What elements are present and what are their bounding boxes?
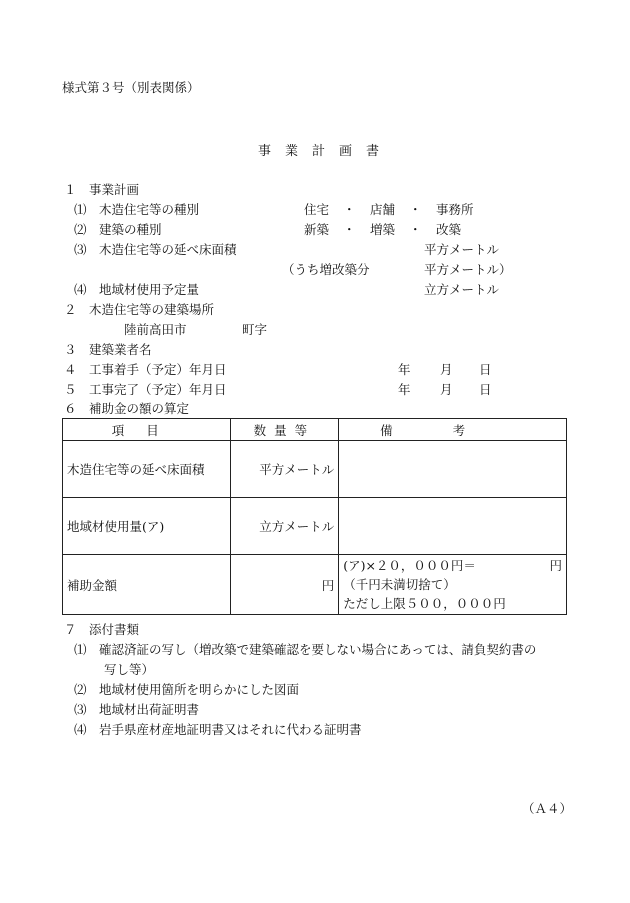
timber-volume-label: 地域材使用量(ア)	[63, 498, 231, 555]
option-extension: 増築	[370, 222, 396, 237]
timber-volume-quantity: 立方メートル	[230, 498, 339, 555]
extension-area-label: （うち増改築分	[282, 262, 370, 277]
location-town: 町字	[242, 322, 268, 337]
floor-area-label: 木造住宅等の延べ床面積	[63, 441, 231, 498]
section-7-heading: ７ 添付書類	[64, 622, 140, 637]
upper-limit-note: ただし上限５００，０００円	[343, 596, 506, 611]
item-1-2-label: ⑵ 建築の種別	[74, 222, 162, 237]
option-store: 店舗	[370, 202, 396, 217]
header-remarks: 備考	[339, 419, 567, 441]
separator: ・	[343, 222, 356, 237]
form-number: 様式第３号（別表関係）	[62, 80, 200, 95]
subsidy-amount-remarks	[339, 555, 567, 615]
separator: ・	[343, 202, 356, 217]
start-month: 月	[440, 362, 453, 377]
section-6-heading: ６ 補助金の額の算定	[64, 401, 190, 416]
subsidy-formula: (ア)×２０，０００円＝	[343, 558, 476, 573]
table-row	[63, 498, 567, 555]
start-year: 年	[398, 362, 411, 377]
location-city: 陸前高田市	[124, 322, 187, 337]
subsidy-amount-label: 補助金額	[63, 555, 231, 615]
header-item: 項目	[63, 419, 231, 441]
table-header-row	[63, 419, 567, 441]
timber-volume-unit: 立方メートル	[424, 282, 500, 297]
subsidy-calculation-table	[62, 418, 567, 615]
option-rebuild: 改築	[436, 222, 462, 237]
table-row	[63, 441, 567, 498]
section-2-heading: ２ 木造住宅等の建築場所	[64, 302, 215, 317]
header-quantity: 数量等	[230, 419, 339, 441]
start-day: 日	[479, 362, 492, 377]
option-house: 住宅	[304, 202, 330, 217]
floor-area-quantity: 平方メートル	[230, 441, 339, 498]
section-3-heading: ３ 建築業者名	[64, 342, 152, 357]
option-new-build: 新築	[304, 222, 330, 237]
item-1-4-label: ⑷ 地域材使用予定量	[74, 282, 200, 297]
timber-volume-remarks	[339, 498, 567, 555]
end-day: 日	[479, 382, 492, 397]
floor-area-remarks	[339, 441, 567, 498]
attachment-4: ⑷ 岩手県産材産地証明書又はそれに代わる証明書	[74, 722, 362, 737]
attachment-1-line1: ⑴ 確認済証の写し（増改築で建築確認を要しない場合にあっては、請負契約書の	[74, 642, 537, 657]
subsidy-amount-quantity: 円	[230, 555, 339, 615]
section-1-heading: １ 事業計画	[64, 182, 140, 197]
paper-size-label: （Ａ４）	[522, 801, 573, 816]
end-year: 年	[398, 382, 411, 397]
separator: ・	[409, 222, 422, 237]
table-row	[63, 555, 567, 615]
item-1-1-label: ⑴ 木造住宅等の種別	[74, 202, 200, 217]
extension-area-unit: 平方メートル）	[424, 262, 512, 277]
attachment-2: ⑵ 地域材使用箇所を明らかにした図面	[74, 682, 300, 697]
section-5-heading: ５ 工事完了（予定）年月日	[64, 382, 227, 397]
item-1-3-label: ⑶ 木造住宅等の延べ床面積	[74, 242, 237, 257]
floor-area-unit: 平方メートル	[424, 242, 500, 257]
end-month: 月	[440, 382, 453, 397]
rounding-note: （千円未満切捨て）	[343, 577, 456, 592]
attachment-1-line2: 写し等）	[104, 662, 155, 677]
section-4-heading: ４ 工事着手（予定）年月日	[64, 362, 227, 377]
document-title: 事業計画書	[258, 144, 394, 159]
subsidy-formula-unit: 円	[549, 558, 562, 573]
option-office: 事務所	[436, 202, 474, 217]
attachment-3: ⑶ 地域材出荷証明書	[74, 702, 200, 717]
separator: ・	[409, 202, 422, 217]
